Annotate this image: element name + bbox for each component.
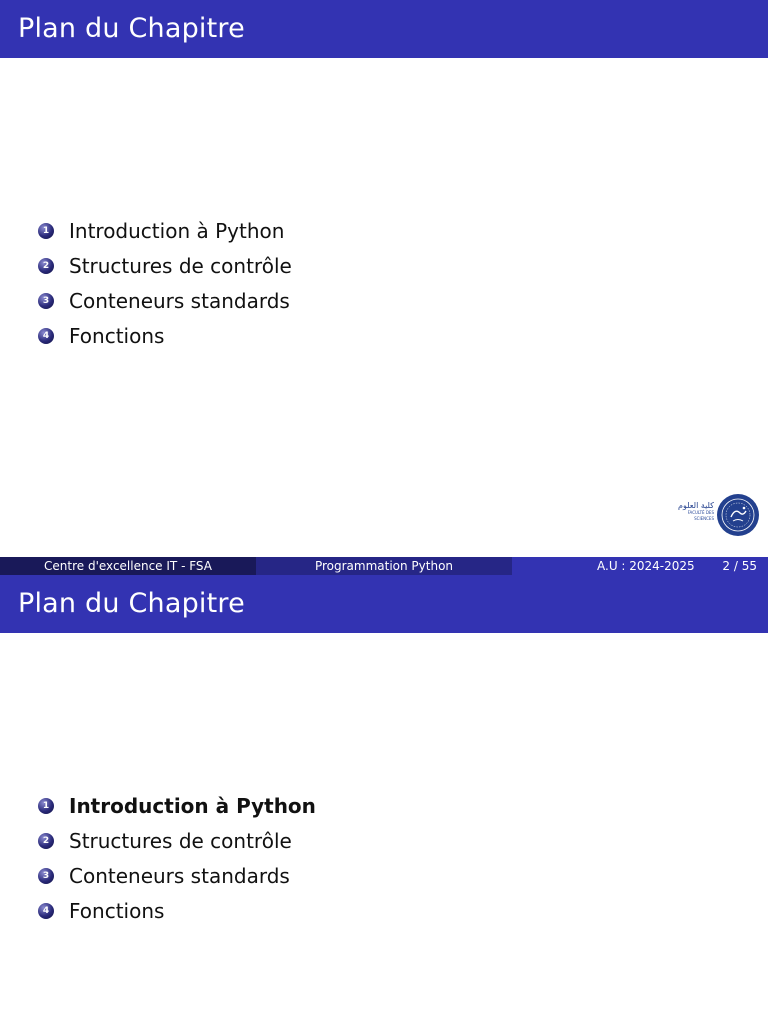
table-of-contents (38, 213, 292, 353)
toc-item-2[interactable] (38, 823, 316, 858)
toc-item-4[interactable] (38, 318, 292, 353)
title-bar (0, 575, 768, 633)
number-ball-icon: 1 (38, 223, 54, 239)
toc-label: Structures de contrôle (69, 828, 292, 853)
number-ball-icon: 2 (38, 258, 54, 274)
footer-institution: Centre d'excellence IT - FSA (0, 557, 256, 575)
footer-course: Programmation Python (256, 557, 512, 575)
number-ball-icon: 4 (38, 328, 54, 344)
logo-arabic-text: كلية العلوم (678, 501, 714, 510)
toc-item-3[interactable] (38, 283, 292, 318)
number-ball-icon: 1 (38, 798, 54, 814)
toc-item-4[interactable] (38, 893, 316, 928)
number-ball-icon: 2 (38, 833, 54, 849)
university-seal-icon (716, 493, 760, 537)
footer-academic-year: A.U : 2024-2025 (597, 559, 695, 573)
toc-label: Introduction à Python (69, 218, 285, 243)
number-ball-icon: 3 (38, 868, 54, 884)
toc-item-1[interactable] (38, 213, 292, 248)
footer-right (512, 557, 768, 575)
toc-label-active: Introduction à Python (69, 793, 316, 818)
title-bar (0, 0, 768, 58)
slide-2 (0, 575, 768, 1024)
toc-item-1[interactable] (38, 788, 316, 823)
toc-item-2[interactable] (38, 248, 292, 283)
footer-page-number: 2 / 55 (722, 559, 757, 573)
toc-label: Fonctions (69, 323, 165, 348)
slide-footer (0, 557, 768, 575)
number-ball-icon: 4 (38, 903, 54, 919)
toc-label: Structures de contrôle (69, 253, 292, 278)
logo-wordmark (672, 501, 714, 522)
logo-french-text: FACULTÉ DES SCIENCES (687, 510, 714, 521)
toc-item-3[interactable] (38, 858, 316, 893)
slide-title: Plan du Chapitre (18, 13, 245, 44)
faculty-logo (672, 493, 762, 539)
slide-title: Plan du Chapitre (18, 588, 245, 619)
toc-label: Conteneurs standards (69, 288, 290, 313)
table-of-contents (38, 788, 316, 928)
number-ball-icon: 3 (38, 293, 54, 309)
toc-label: Conteneurs standards (69, 863, 290, 888)
toc-label: Fonctions (69, 898, 165, 923)
